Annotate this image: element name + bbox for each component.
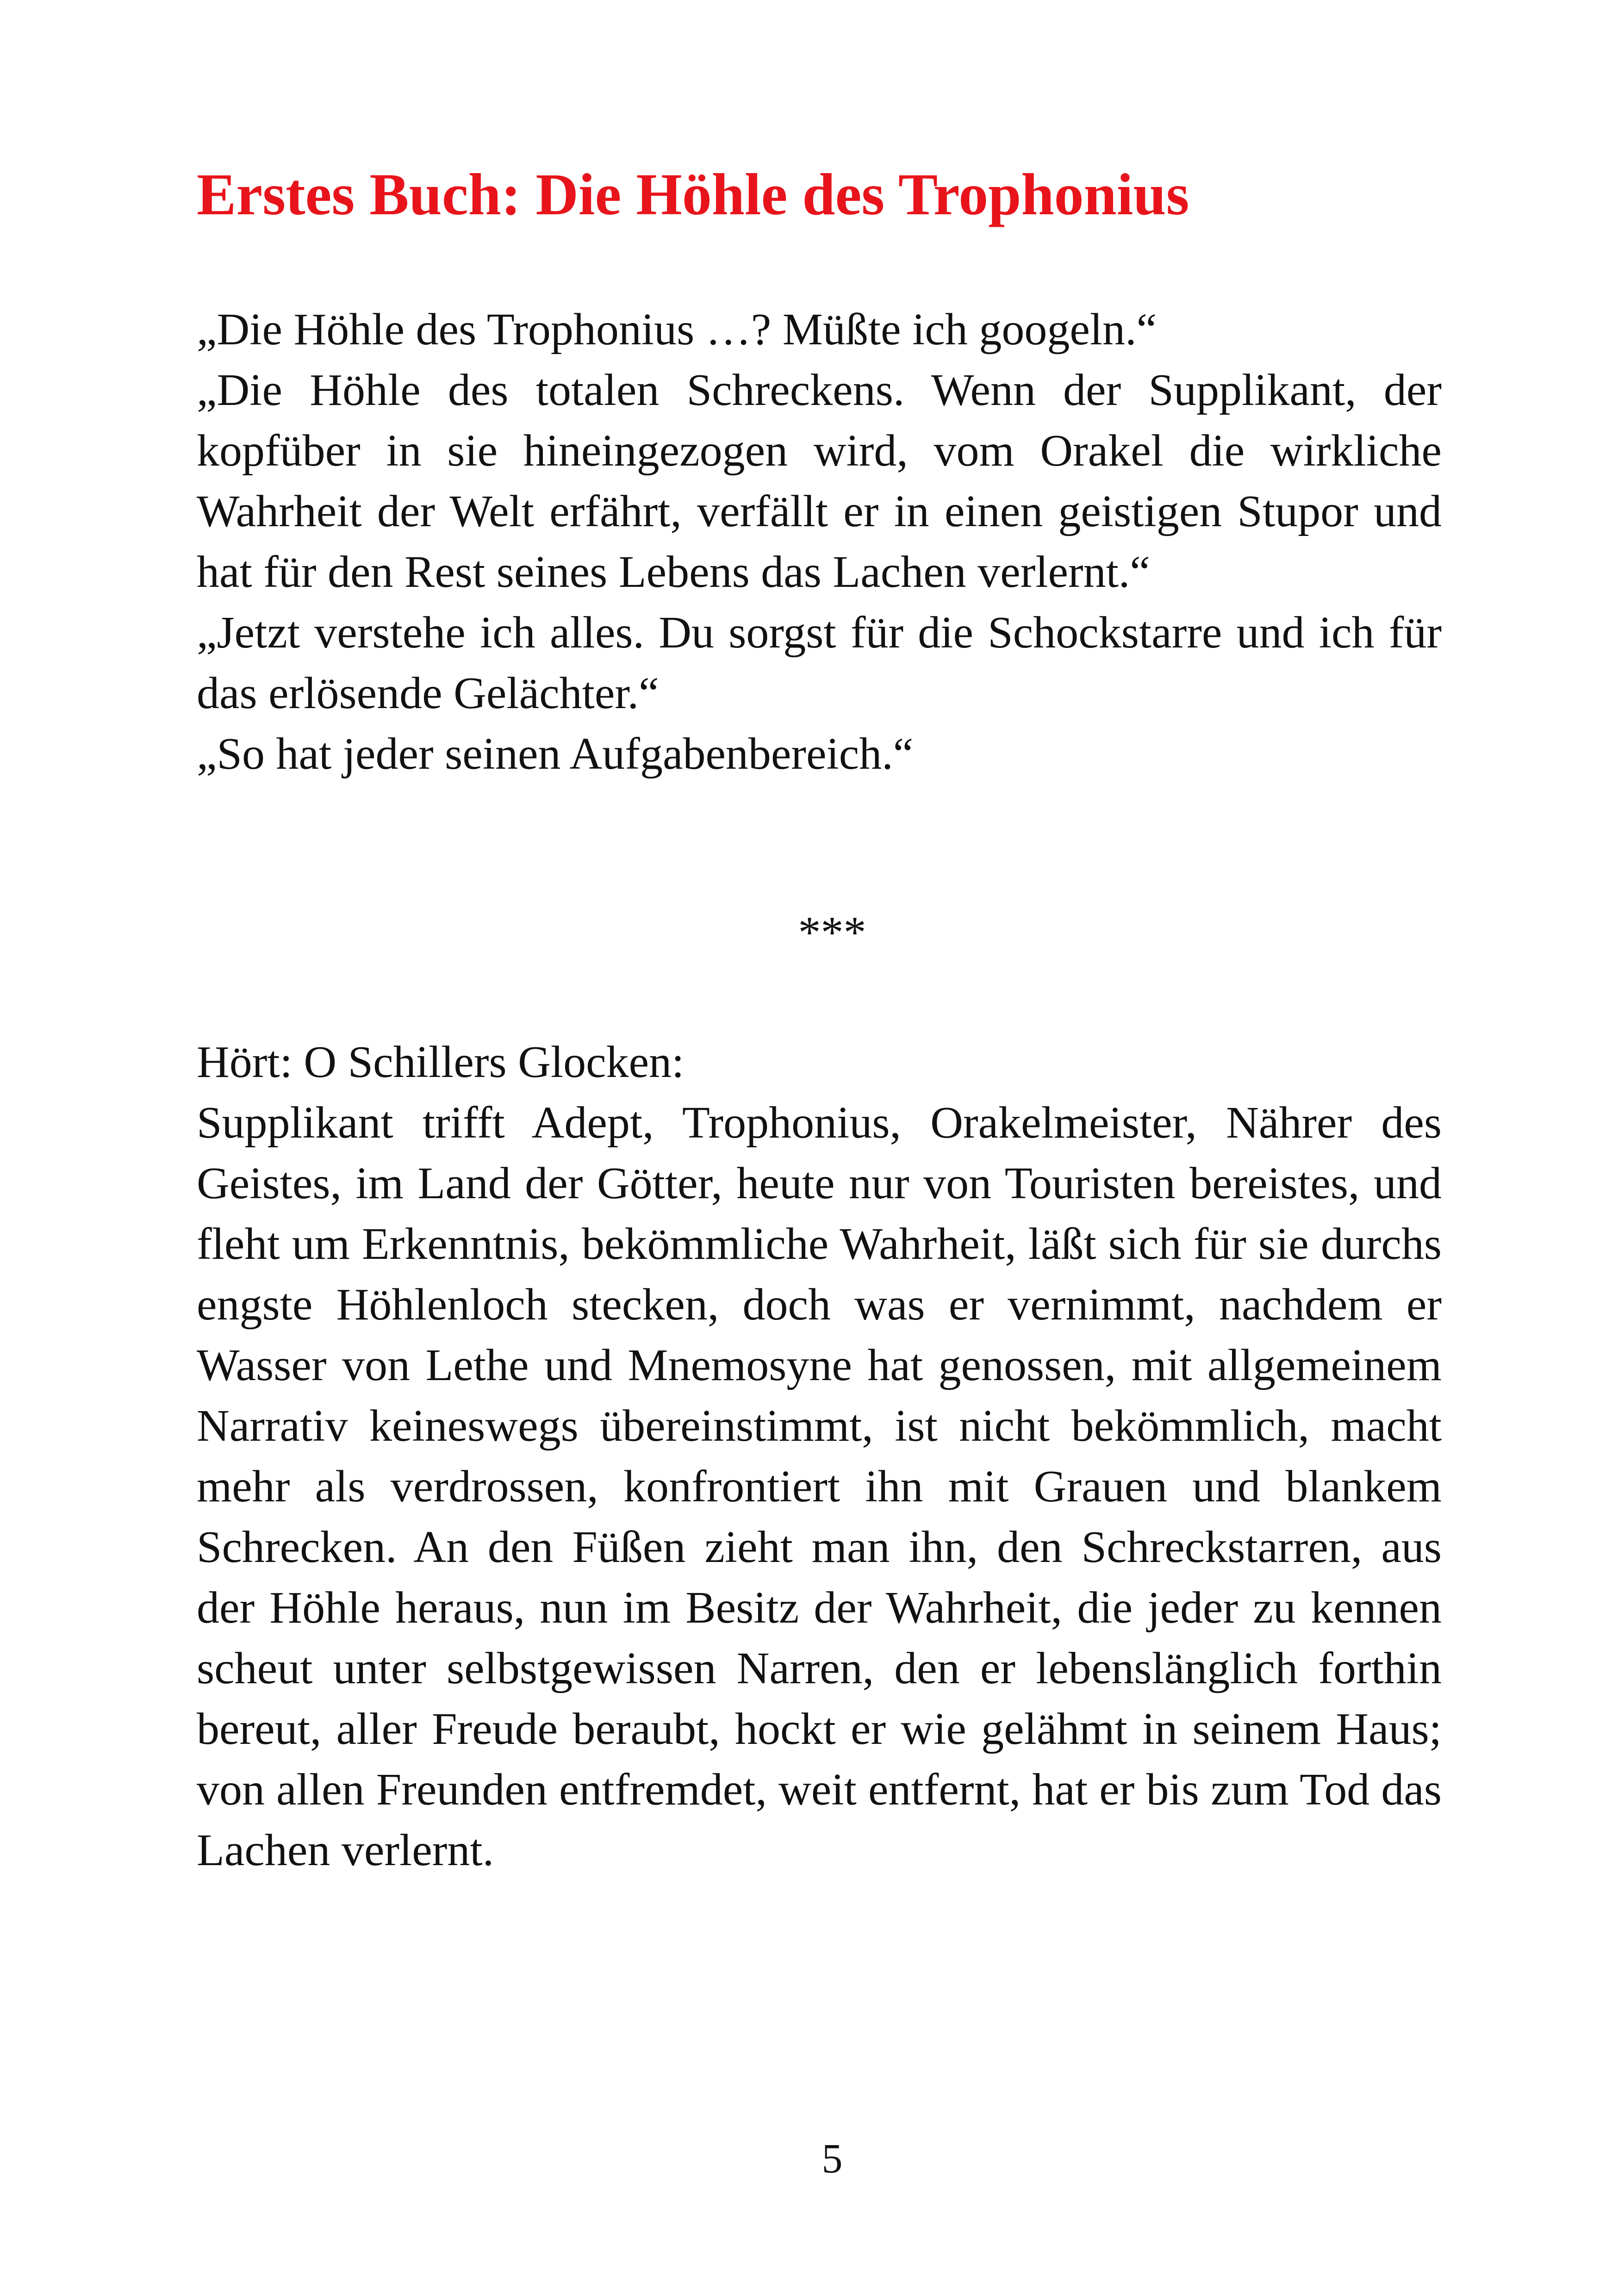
- page-number: 5: [821, 2136, 843, 2182]
- chapter-title: Erstes Buch: Die Höhle des Trophonius: [197, 162, 1189, 227]
- section-divider: ***: [798, 908, 866, 958]
- dialogue-line: „So hat jeder seinen Aufgabenbereich.“: [197, 729, 914, 779]
- dialogue-line: „Die Höhle des totalen Schreckens. Wenn der Supplikant, der kopfüber in sie hineingezogen wird, vom Orakel die wirkliche Wahrheit der Welt erfährt, verfällt er in einen geistigen Stupor und hat für den Rest seines Lebens das Lachen verlernt.“: [197, 365, 1442, 597]
- dialogue-line: „Jetzt verstehe ich alles. Du sorgst für die Schockstarre und ich für das erlösende Gelächter.“: [197, 608, 1442, 718]
- poem-heading: Hört: O Schillers Glocken:: [197, 1037, 685, 1087]
- dialogue-line: „Die Höhle des Trophonius …? Müßte ich googeln.“: [197, 305, 1157, 355]
- poem-block: [197, 1032, 1442, 1881]
- dialogue-block: [197, 299, 1442, 784]
- poem-text: Supplikant trifft Adept, Trophonius, Orakelmeister, Nährer des Geistes, im Land der Götter, heute nur von Touristen bereistes, und fleht um Erkenntnis, bekömmliche Wahrheit, läßt sich für sie durchs engste Höhlenloch stecken, doch was er vernimmt, nachdem er Wasser von Lethe und Mnemosyne hat genossen, mit allgemeinem Narrativ keineswegs übereinstimmt, ist nicht bekömmlich, macht mehr als verdrossen, konfrontiert ihn mit Grauen und blankem Schrecken. An den Füßen zieht man ihn, den Schreckstarren, aus der Höhle heraus, nun im Besitz der Wahrheit, die jeder zu kennen scheut unter selbstgewissen Narren, den er lebenslänglich forthin bereut, aller Freude beraubt, hockt er wie gelähmt in seinem Haus; von allen Freunden entfremdet, weit entfernt, hat er bis zum Tod das Lachen verlernt.: [197, 1098, 1442, 1875]
